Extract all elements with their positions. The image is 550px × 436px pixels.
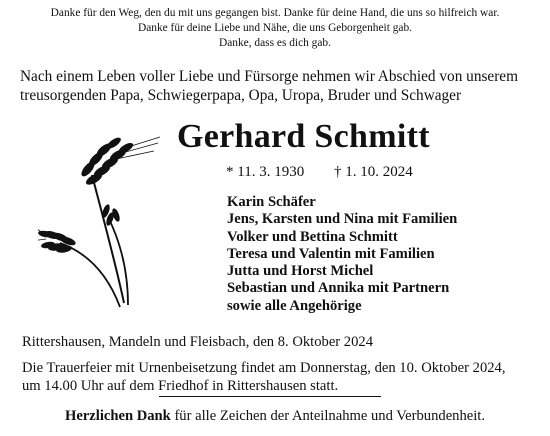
poem-line: Danke, dass es dich gab. — [219, 37, 331, 49]
death-date: † 1. 10. 2024 — [333, 164, 413, 180]
mourners-list — [227, 194, 457, 315]
mourner-line: Karin Schäfer — [227, 194, 316, 210]
mourner-line: Volker und Bettina Schmitt — [227, 228, 398, 245]
birth-date: * 11. 3. 1930 — [226, 164, 305, 180]
wheat-ears-icon — [38, 135, 178, 315]
life-dates — [226, 164, 413, 181]
mourner-line: Teresa und Valentin mit Familien — [227, 245, 435, 262]
mourner-line: Jens, Karsten und Nina mit Familien — [227, 211, 458, 228]
poem-line: Danke für den Weg, den du mit uns gegangen bist. Danke für deine Hand, die uns so hilfreich war. — [50, 7, 500, 19]
place-date: Rittershausen, Mandeln und Fleisbach, den 8. Oktober 2024 — [22, 334, 373, 350]
funeral-notice — [22, 359, 506, 395]
thanks-line — [0, 408, 550, 425]
poem — [0, 6, 550, 51]
mourner-line: Sebastian und Annika mit Partnern — [227, 280, 450, 297]
intro-line: treusorgenden Papa, Schwiegerpapa, Opa, Uropa, Bruder und Schwager — [20, 87, 462, 104]
intro-text — [20, 67, 540, 105]
thanks-rest: für alle Zeichen der Anteilnahme und Verbundenheit. — [170, 408, 485, 424]
thanks-bold: Herzlichen Dank — [64, 408, 171, 424]
poem-line: Danke für deine Liebe und Nähe, die uns Geborgenheit gab. — [137, 22, 413, 34]
notice-line: Die Trauerfeier mit Urnenbeisetzung findet am Donnerstag, den 10. Oktober 2024, — [22, 360, 506, 376]
notice-line: um 14.00 Uhr auf dem Friedhof in Rittershausen statt. — [22, 378, 339, 394]
mourner-line: Jutta und Horst Michel — [227, 263, 374, 280]
deceased-name: Gerhard Schmitt — [177, 118, 430, 155]
divider — [159, 396, 381, 397]
intro-line: Nach einem Leben voller Liebe und Fürsorge nehmen wir Abschied von unserem — [20, 68, 518, 85]
mourner-line: sowie alle Angehörige — [227, 297, 362, 314]
